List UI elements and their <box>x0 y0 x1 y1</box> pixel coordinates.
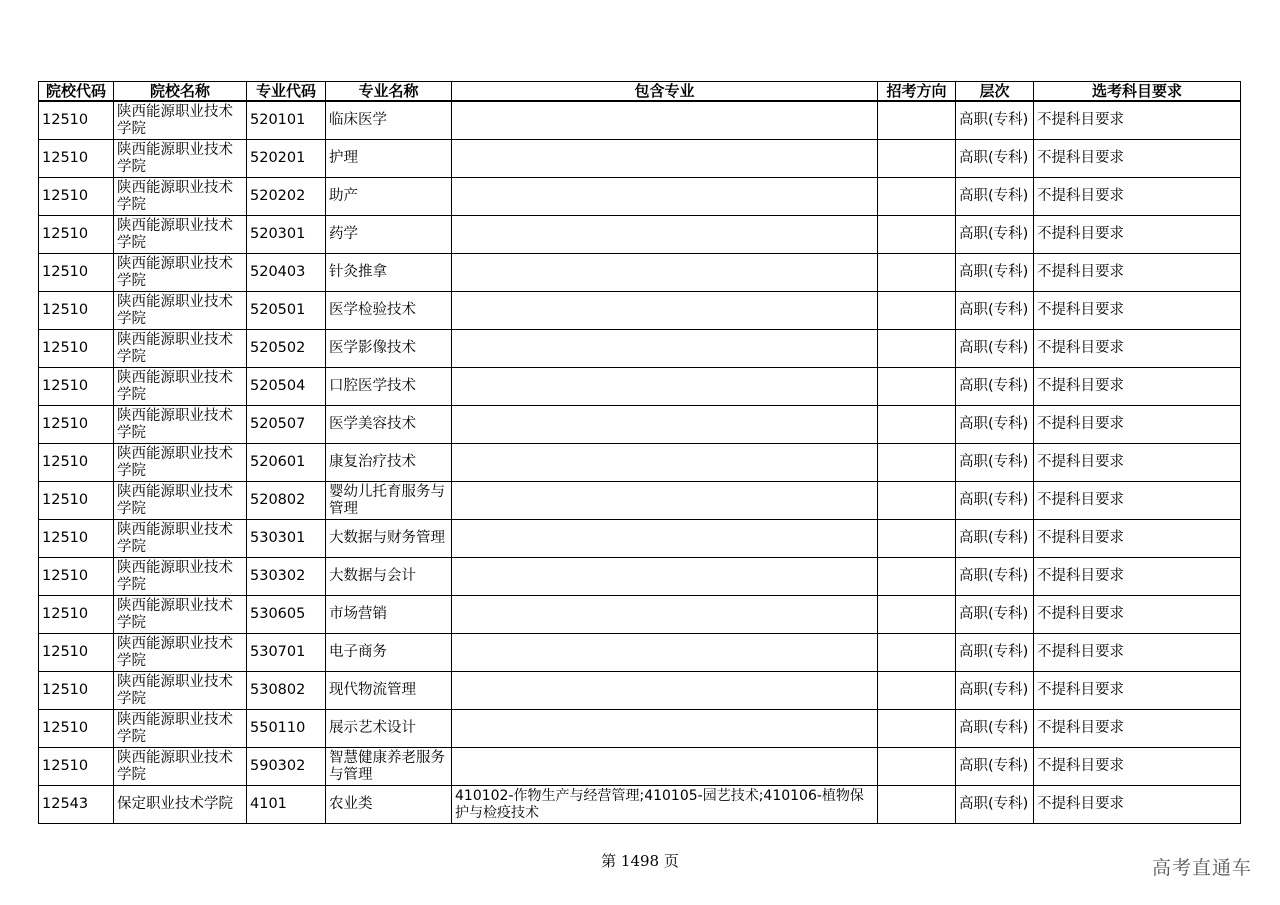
cell-included-majors <box>452 330 878 368</box>
cell-level: 高职(专科) <box>956 482 1034 520</box>
cell-school-code: 12510 <box>39 178 114 216</box>
table-row <box>39 786 1241 824</box>
cell-level: 高职(专科) <box>956 330 1034 368</box>
cell-major-code: 530301 <box>247 520 326 558</box>
cell-level: 高职(专科) <box>956 786 1034 824</box>
cell-school-name: 陕西能源职业技术学院 <box>114 558 247 596</box>
cell-school-code: 12510 <box>39 254 114 292</box>
cell-requirement: 不提科目要求 <box>1034 482 1241 520</box>
cell-school-code: 12510 <box>39 520 114 558</box>
cell-major-code: 530802 <box>247 672 326 710</box>
cell-major-name: 农业类 <box>326 786 452 824</box>
cell-school-name: 陕西能源职业技术学院 <box>114 406 247 444</box>
cell-level: 高职(专科) <box>956 748 1034 786</box>
cell-level: 高职(专科) <box>956 368 1034 406</box>
cell-direction <box>878 710 956 748</box>
cell-direction <box>878 368 956 406</box>
table-row <box>39 634 1241 672</box>
cell-school-code: 12510 <box>39 558 114 596</box>
cell-major-name: 口腔医学技术 <box>326 368 452 406</box>
cell-level: 高职(专科) <box>956 292 1034 330</box>
cell-major-code: 530605 <box>247 596 326 634</box>
cell-requirement: 不提科目要求 <box>1034 101 1241 140</box>
table-row <box>39 558 1241 596</box>
cell-school-name: 陕西能源职业技术学院 <box>114 710 247 748</box>
cell-school-name: 陕西能源职业技术学院 <box>114 368 247 406</box>
cell-direction <box>878 101 956 140</box>
cell-direction <box>878 216 956 254</box>
cell-major-name: 医学美容技术 <box>326 406 452 444</box>
cell-included-majors <box>452 710 878 748</box>
cell-requirement: 不提科目要求 <box>1034 634 1241 672</box>
cell-direction <box>878 786 956 824</box>
cell-level: 高职(专科) <box>956 710 1034 748</box>
cell-major-code: 520802 <box>247 482 326 520</box>
cell-requirement: 不提科目要求 <box>1034 596 1241 634</box>
header-requirement: 选考科目要求 <box>1034 82 1241 102</box>
cell-direction <box>878 748 956 786</box>
header-major-code: 专业代码 <box>247 82 326 102</box>
cell-school-code: 12543 <box>39 786 114 824</box>
table-row <box>39 406 1241 444</box>
cell-direction <box>878 596 956 634</box>
watermark-logo: 高考直通车 <box>1151 857 1252 879</box>
cell-major-code: 520403 <box>247 254 326 292</box>
cell-requirement: 不提科目要求 <box>1034 558 1241 596</box>
cell-school-name: 陕西能源职业技术学院 <box>114 482 247 520</box>
cell-direction <box>878 672 956 710</box>
cell-major-name: 康复治疗技术 <box>326 444 452 482</box>
table-row <box>39 254 1241 292</box>
cell-major-name: 护理 <box>326 140 452 178</box>
cell-requirement: 不提科目要求 <box>1034 330 1241 368</box>
cell-major-name: 助产 <box>326 178 452 216</box>
cell-requirement: 不提科目要求 <box>1034 406 1241 444</box>
cell-school-name: 保定职业技术学院 <box>114 786 247 824</box>
cell-major-name: 现代物流管理 <box>326 672 452 710</box>
cell-major-code: 520101 <box>247 101 326 140</box>
cell-level: 高职(专科) <box>956 216 1034 254</box>
table-row <box>39 596 1241 634</box>
header-level: 层次 <box>956 82 1034 102</box>
cell-level: 高职(专科) <box>956 406 1034 444</box>
cell-included-majors <box>452 140 878 178</box>
cell-school-name: 陕西能源职业技术学院 <box>114 178 247 216</box>
cell-included-majors <box>452 596 878 634</box>
cell-major-name: 市场营销 <box>326 596 452 634</box>
cell-requirement: 不提科目要求 <box>1034 140 1241 178</box>
cell-school-code: 12510 <box>39 482 114 520</box>
cell-major-code: 520201 <box>247 140 326 178</box>
cell-school-code: 12510 <box>39 596 114 634</box>
cell-school-code: 12510 <box>39 710 114 748</box>
cell-major-name: 针灸推拿 <box>326 254 452 292</box>
cell-requirement: 不提科目要求 <box>1034 710 1241 748</box>
cell-major-code: 520502 <box>247 330 326 368</box>
cell-included-majors <box>452 178 878 216</box>
cell-school-name: 陕西能源职业技术学院 <box>114 672 247 710</box>
cell-direction <box>878 292 956 330</box>
cell-major-code: 590302 <box>247 748 326 786</box>
cell-school-name: 陕西能源职业技术学院 <box>114 330 247 368</box>
cell-school-code: 12510 <box>39 101 114 140</box>
cell-level: 高职(专科) <box>956 444 1034 482</box>
header-direction: 招考方向 <box>878 82 956 102</box>
cell-school-code: 12510 <box>39 748 114 786</box>
cell-direction <box>878 520 956 558</box>
cell-school-code: 12510 <box>39 406 114 444</box>
cell-direction <box>878 482 956 520</box>
cell-school-code: 12510 <box>39 216 114 254</box>
cell-school-name: 陕西能源职业技术学院 <box>114 140 247 178</box>
table-row <box>39 101 1241 140</box>
cell-level: 高职(专科) <box>956 672 1034 710</box>
table-row <box>39 330 1241 368</box>
cell-school-code: 12510 <box>39 140 114 178</box>
cell-requirement: 不提科目要求 <box>1034 748 1241 786</box>
cell-included-majors <box>452 101 878 140</box>
cell-level: 高职(专科) <box>956 101 1034 140</box>
table-row <box>39 672 1241 710</box>
cell-school-name: 陕西能源职业技术学院 <box>114 596 247 634</box>
cell-major-name: 医学检验技术 <box>326 292 452 330</box>
table-body <box>39 101 1241 824</box>
cell-major-name: 大数据与财务管理 <box>326 520 452 558</box>
cell-major-code: 520501 <box>247 292 326 330</box>
cell-school-code: 12510 <box>39 672 114 710</box>
cell-major-name: 医学影像技术 <box>326 330 452 368</box>
cell-direction <box>878 254 956 292</box>
table-row <box>39 178 1241 216</box>
cell-school-name: 陕西能源职业技术学院 <box>114 254 247 292</box>
cell-direction <box>878 178 956 216</box>
cell-included-majors <box>452 634 878 672</box>
cell-direction <box>878 406 956 444</box>
cell-major-name: 临床医学 <box>326 101 452 140</box>
cell-major-name: 药学 <box>326 216 452 254</box>
cell-major-name: 电子商务 <box>326 634 452 672</box>
cell-major-code: 520601 <box>247 444 326 482</box>
header-row <box>39 82 1241 102</box>
table-row <box>39 368 1241 406</box>
page-number: 第 1498 页 <box>601 852 679 870</box>
header-school-code: 院校代码 <box>39 82 114 102</box>
table-row <box>39 710 1241 748</box>
cell-direction <box>878 634 956 672</box>
cell-major-code: 520301 <box>247 216 326 254</box>
cell-requirement: 不提科目要求 <box>1034 216 1241 254</box>
header-school-name: 院校名称 <box>114 82 247 102</box>
cell-direction <box>878 558 956 596</box>
cell-school-name: 陕西能源职业技术学院 <box>114 748 247 786</box>
cell-included-majors <box>452 292 878 330</box>
cell-level: 高职(专科) <box>956 254 1034 292</box>
cell-level: 高职(专科) <box>956 558 1034 596</box>
cell-major-name: 大数据与会计 <box>326 558 452 596</box>
cell-school-code: 12510 <box>39 444 114 482</box>
cell-major-code: 530302 <box>247 558 326 596</box>
table-row <box>39 140 1241 178</box>
cell-direction <box>878 140 956 178</box>
cell-included-majors <box>452 482 878 520</box>
cell-level: 高职(专科) <box>956 634 1034 672</box>
cell-requirement: 不提科目要求 <box>1034 292 1241 330</box>
cell-level: 高职(专科) <box>956 520 1034 558</box>
cell-school-code: 12510 <box>39 330 114 368</box>
cell-major-code: 520202 <box>247 178 326 216</box>
cell-requirement: 不提科目要求 <box>1034 786 1241 824</box>
cell-school-name: 陕西能源职业技术学院 <box>114 292 247 330</box>
cell-included-majors <box>452 368 878 406</box>
cell-requirement: 不提科目要求 <box>1034 254 1241 292</box>
cell-school-name: 陕西能源职业技术学院 <box>114 520 247 558</box>
cell-school-code: 12510 <box>39 292 114 330</box>
cell-included-majors <box>452 254 878 292</box>
cell-included-majors <box>452 444 878 482</box>
cell-school-code: 12510 <box>39 368 114 406</box>
cell-included-majors <box>452 216 878 254</box>
table-row <box>39 444 1241 482</box>
cell-major-code: 530701 <box>247 634 326 672</box>
cell-major-code: 4101 <box>247 786 326 824</box>
cell-school-name: 陕西能源职业技术学院 <box>114 444 247 482</box>
cell-direction <box>878 330 956 368</box>
cell-school-code: 12510 <box>39 634 114 672</box>
cell-level: 高职(专科) <box>956 140 1034 178</box>
cell-level: 高职(专科) <box>956 596 1034 634</box>
cell-school-name: 陕西能源职业技术学院 <box>114 634 247 672</box>
cell-direction <box>878 444 956 482</box>
cell-included-majors <box>452 406 878 444</box>
admission-table <box>38 81 1241 824</box>
cell-included-majors <box>452 672 878 710</box>
cell-major-code: 520504 <box>247 368 326 406</box>
header-included-majors: 包含专业 <box>452 82 878 102</box>
cell-major-name: 婴幼儿托育服务与管理 <box>326 482 452 520</box>
cell-requirement: 不提科目要求 <box>1034 672 1241 710</box>
cell-requirement: 不提科目要求 <box>1034 368 1241 406</box>
cell-included-majors: 410102-作物生产与经营管理;410105-园艺技术;410106-植物保护与检疫技术 <box>452 786 878 824</box>
cell-school-name: 陕西能源职业技术学院 <box>114 216 247 254</box>
table-row <box>39 748 1241 786</box>
cell-included-majors <box>452 520 878 558</box>
table-row <box>39 216 1241 254</box>
cell-requirement: 不提科目要求 <box>1034 178 1241 216</box>
cell-requirement: 不提科目要求 <box>1034 520 1241 558</box>
cell-major-code: 520507 <box>247 406 326 444</box>
cell-major-name: 智慧健康养老服务与管理 <box>326 748 452 786</box>
cell-major-name: 展示艺术设计 <box>326 710 452 748</box>
cell-school-name: 陕西能源职业技术学院 <box>114 101 247 140</box>
cell-included-majors <box>452 558 878 596</box>
cell-requirement: 不提科目要求 <box>1034 444 1241 482</box>
cell-level: 高职(专科) <box>956 178 1034 216</box>
table-row <box>39 482 1241 520</box>
header-major-name: 专业名称 <box>326 82 452 102</box>
table-row <box>39 520 1241 558</box>
cell-major-code: 550110 <box>247 710 326 748</box>
cell-included-majors <box>452 748 878 786</box>
table-row <box>39 292 1241 330</box>
